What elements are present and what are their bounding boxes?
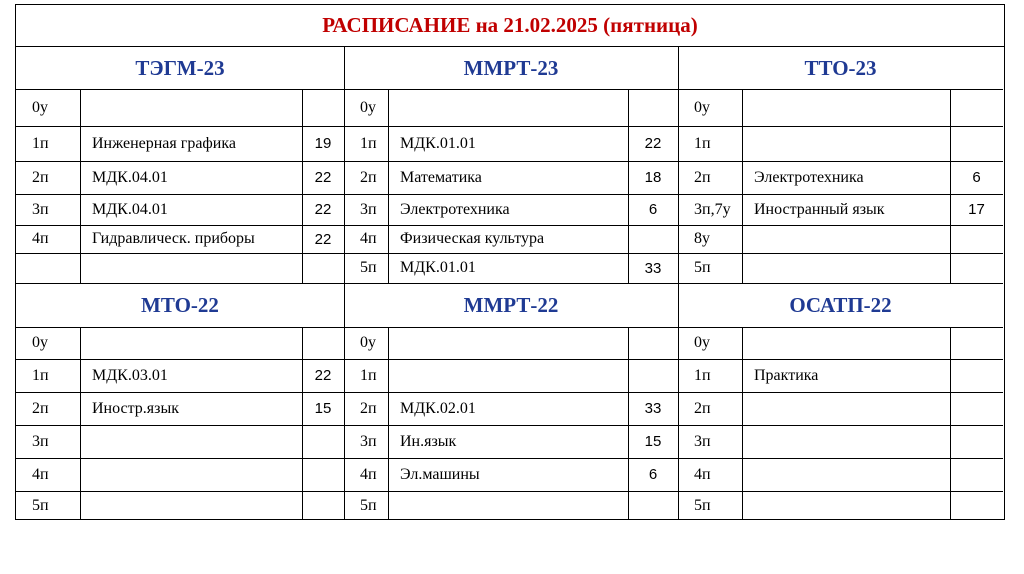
- group-header: ТТО-23: [804, 55, 877, 80]
- room-cell: [302, 491, 344, 520]
- period-cell: 3п: [360, 432, 377, 450]
- period-cell: 0у: [32, 98, 48, 116]
- group-header: ММРТ-23: [463, 55, 559, 80]
- period-cell: 3п: [360, 200, 377, 218]
- period-cell: 5п: [694, 259, 711, 276]
- period-cell: 2п: [32, 399, 49, 417]
- period-cell: 2п: [360, 168, 377, 186]
- period-cell: 5п: [360, 259, 377, 276]
- room-cell: [628, 327, 678, 359]
- room-cell: [950, 126, 1003, 161]
- grid-vertical-line: [344, 283, 345, 520]
- room-cell: 33: [644, 400, 662, 417]
- period-cell: 1п: [694, 134, 711, 152]
- subject-cell: МДК.01.01: [400, 134, 476, 152]
- subject-cell: [92, 253, 302, 283]
- subject-cell: [400, 359, 628, 392]
- period-cell: 1п: [360, 366, 377, 384]
- subject-cell: [400, 327, 628, 359]
- subject-cell: МДК.02.01: [400, 399, 476, 417]
- room-cell: 22: [314, 201, 332, 218]
- room-cell: 15: [314, 400, 332, 417]
- period-cell: 1п: [32, 366, 49, 384]
- room-cell: 33: [644, 259, 662, 277]
- period-cell: 4п: [32, 230, 49, 247]
- room-cell: [950, 89, 1003, 126]
- room-cell: [628, 491, 678, 520]
- grid-vertical-line: [678, 283, 679, 520]
- period-cell: 8у: [694, 230, 710, 247]
- group-header: ММРТ-22: [463, 292, 559, 317]
- grid-horizontal-line: [16, 458, 1003, 459]
- subject-cell: [400, 89, 628, 126]
- period-cell: 0у: [360, 334, 376, 351]
- room-cell: [628, 225, 678, 253]
- subject-cell: Ин.язык: [400, 432, 457, 450]
- subject-cell: Иностранный язык: [754, 200, 885, 218]
- subject-cell: [754, 89, 950, 126]
- period-cell: 1п: [694, 366, 711, 384]
- subject-cell: Практика: [754, 366, 819, 384]
- subject-cell: МДК.04.01: [92, 168, 168, 186]
- period-cell: 3п: [32, 200, 49, 218]
- grid-horizontal-line: [16, 491, 1003, 492]
- room-cell: [950, 225, 1003, 253]
- period-cell: 1п: [360, 134, 377, 152]
- room-cell: 6: [648, 201, 658, 218]
- room-cell: 19: [314, 135, 332, 152]
- period-cell: 5п: [694, 496, 711, 514]
- period-cell: 1п: [32, 134, 49, 152]
- period-cell: 2п: [360, 399, 377, 417]
- period-cell: 5п: [360, 496, 377, 514]
- room-cell: [950, 425, 1003, 458]
- grid-horizontal-line: [16, 392, 1003, 393]
- room-cell: 22: [314, 169, 332, 186]
- period-cell: 0у: [360, 98, 376, 116]
- room-cell: 6: [648, 466, 658, 483]
- subject-cell: МДК.01.01: [400, 259, 476, 276]
- room-cell: [302, 458, 344, 491]
- period-cell: 2п: [694, 168, 711, 186]
- room-cell: [950, 253, 1003, 283]
- period-cell: 3п: [694, 432, 711, 450]
- subject-cell: [754, 225, 950, 253]
- period-cell: [32, 253, 80, 283]
- grid-horizontal-line: [16, 225, 1003, 226]
- period-cell: 4п: [360, 465, 377, 483]
- group-header: ОСАТП-22: [789, 292, 892, 317]
- room-cell: 17: [968, 201, 985, 218]
- subject-cell: [754, 327, 950, 359]
- grid-horizontal-line: [16, 359, 1003, 360]
- group-header: МТО-22: [141, 292, 219, 317]
- group-header: ТЭГМ-23: [135, 55, 225, 80]
- room-cell: [302, 327, 344, 359]
- subject-cell: [92, 425, 302, 458]
- period-cell: 2п: [694, 399, 711, 417]
- grid-horizontal-line: [16, 194, 1003, 195]
- room-cell: [628, 359, 678, 392]
- room-cell: [950, 458, 1003, 491]
- subject-cell: [92, 327, 302, 359]
- room-cell: [302, 425, 344, 458]
- subject-cell: [754, 392, 950, 425]
- subject-cell: [754, 458, 950, 491]
- subject-cell: [754, 425, 950, 458]
- grid-horizontal-line: [16, 425, 1003, 426]
- grid-vertical-line: [678, 47, 679, 283]
- period-cell: 2п: [32, 168, 49, 186]
- period-cell: 0у: [32, 334, 48, 351]
- grid-horizontal-line: [16, 126, 1003, 127]
- room-cell: [950, 491, 1003, 520]
- subject-cell: [92, 89, 302, 126]
- room-cell: 18: [644, 169, 662, 186]
- period-cell: 4п: [360, 230, 377, 247]
- subject-cell: [754, 253, 950, 283]
- grid-vertical-line: [344, 47, 345, 283]
- schedule-title: РАСПИСАНИЕ на 21.02.2025 (пятница): [16, 5, 1004, 47]
- period-cell: 4п: [694, 465, 711, 483]
- schedule-sheet: [15, 4, 1005, 520]
- subject-cell: Гидравлическ. приборы: [92, 230, 255, 247]
- subject-cell: Электротехника: [400, 200, 510, 218]
- room-cell: 15: [644, 433, 662, 450]
- room-cell: [950, 392, 1003, 425]
- period-cell: 5п: [32, 496, 49, 514]
- period-cell: 4п: [32, 465, 49, 483]
- subject-cell: [92, 458, 302, 491]
- subject-cell: Физическая культура: [400, 230, 545, 247]
- subject-cell: [754, 126, 950, 161]
- room-cell: 22: [314, 230, 332, 248]
- period-cell: 0у: [694, 98, 710, 116]
- room-cell: [302, 89, 344, 126]
- subject-cell: МДК.04.01: [92, 200, 168, 218]
- subject-cell: Инженерная графика: [92, 134, 236, 152]
- subject-cell: [92, 491, 302, 520]
- grid-horizontal-line: [16, 253, 1003, 254]
- period-cell: 3п,7у: [694, 200, 731, 218]
- room-cell: 22: [314, 367, 332, 384]
- subject-cell: МДК.03.01: [92, 366, 168, 384]
- room-cell: [950, 327, 1003, 359]
- subject-cell: Математика: [400, 168, 482, 186]
- subject-cell: Электротехника: [754, 168, 864, 186]
- subject-cell: [400, 491, 628, 520]
- period-cell: 3п: [32, 432, 49, 450]
- room-cell: [628, 89, 678, 126]
- subject-cell: [754, 491, 950, 520]
- subject-cell: Иностр.язык: [92, 399, 180, 417]
- room-cell: 22: [644, 135, 662, 152]
- room-cell: [302, 253, 344, 283]
- room-cell: 6: [972, 169, 981, 186]
- grid-horizontal-line: [16, 161, 1003, 162]
- period-cell: 0у: [694, 334, 710, 351]
- room-cell: [950, 359, 1003, 392]
- subject-cell: Эл.машины: [400, 465, 480, 483]
